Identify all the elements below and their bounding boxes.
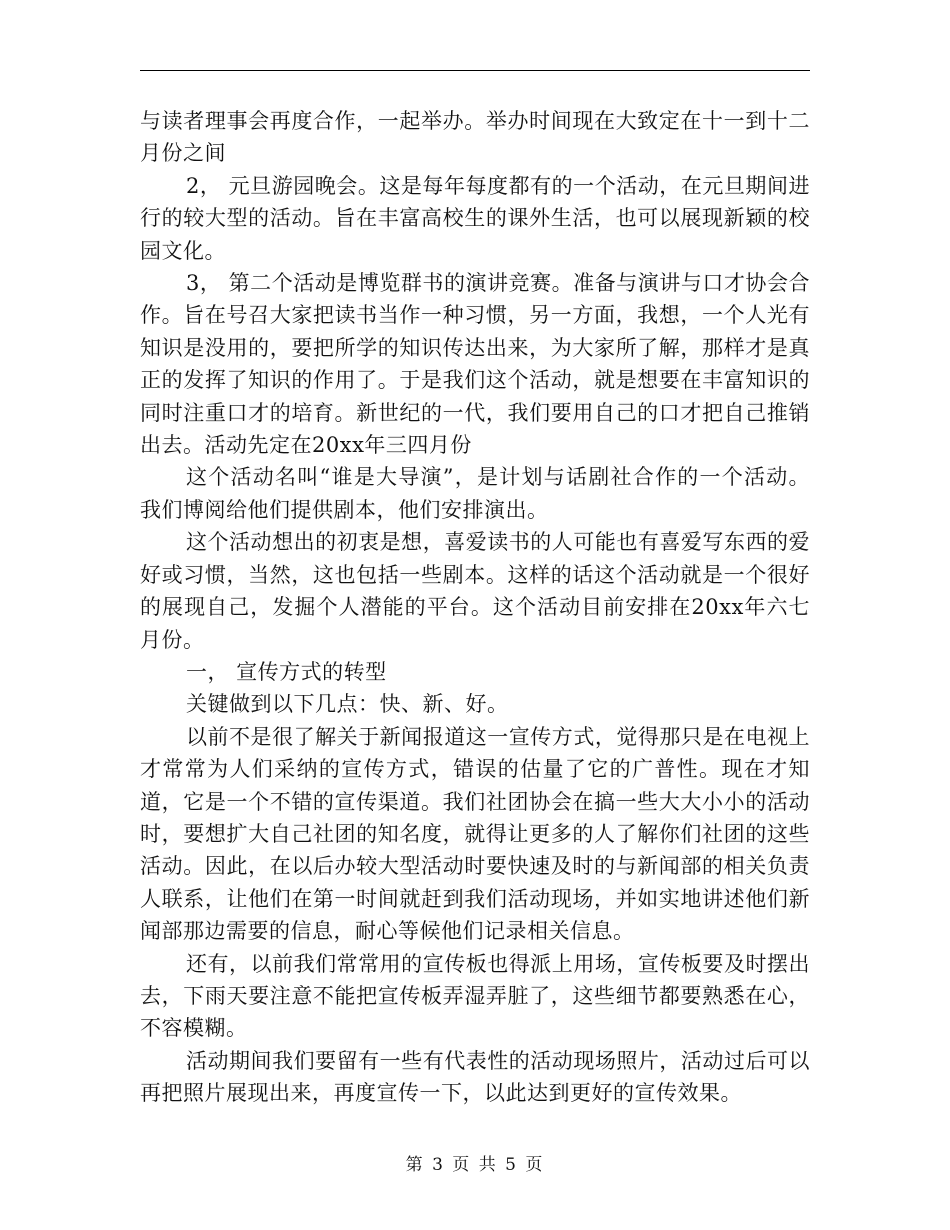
- header-rule: [140, 70, 810, 71]
- paragraph-key-points: 关键做到以下几点：快、新、好。: [186, 692, 509, 717]
- paragraph-item-2: 2， 元旦游园晚会。这是每年每度都有的一个活动，在元旦期间进行的较大型的活动。旨在丰富高校生的课外生活，也可以展现新颖的校园文化。: [140, 173, 810, 263]
- page-number: 第 3 页 共 5 页: [405, 1155, 545, 1175]
- paragraph-photos: 活动期间我们要留有一些有代表性的活动现场照片，活动过后可以再把照片展现出来，再度宣传一下，以此达到更好的宣传效果。: [140, 1048, 810, 1106]
- section-heading-publicity: 一， 宣传方式的转型: [186, 659, 387, 684]
- paragraph-director-activity: 这个活动名叫“谁是大导演”，是计划与话剧社合作的一个活动。我们博阅给他们提供剧本，他们安排演出。: [140, 465, 810, 522]
- document-body: [140, 105, 810, 1110]
- paragraph-activity-intent: 这个活动想出的初衷是想，喜爱读书的人可能也有喜爱写东西的爱好或习惯，当然，这也包括一些剧本。这样的话这个活动就是一个很好的展现自己，发掘个人潜能的平台。这个活动目前安排在20xx年六七月份。: [140, 530, 810, 652]
- paragraph-continuation: 与读者理事会再度合作，一起举办。举办时间现在大致定在十一到十二月份之间: [140, 109, 810, 166]
- paragraph-publicity-board: 还有，以前我们常常用的宣传板也得派上用场，宣传板要及时摆出去，下雨天要注意不能把宣传板弄湿弄脏了，这些细节都要熟悉在心，不容模糊。: [140, 951, 810, 1041]
- paragraph-news-reporting: 以前不是很了解关于新闻报道这一宣传方式，觉得那只是在电视上才常常为人们采纳的宣传方式，错误的估量了它的广普性。现在才知道，它是一个不错的宣传渠道。我们社团协会在搞一些大大小小的活动时，要想扩大自己社团的知名度，就得让更多的人了解你们社团的这些活动。因此，在以后办较大型活动时要快速及时的与新闻部的相关负责人联系，让他们在第一时间就赶到我们活动现场，并如实地讲述他们新闻部那边需要的信息，耐心等候他们记录相关信息。: [140, 724, 810, 944]
- paragraph-item-3: 3， 第二个活动是博览群书的演讲竞赛。准备与演讲与口才协会合作。旨在号召大家把读书当作一种习惯，另一方面，我想，一个人光有知识是没用的，要把所学的知识传达出来，为大家所了解，那样才是真正的发挥了知识的作用了。于是我们这个活动，就是想要在丰富知识的同时注重口才的培育。新世纪的一代，我们要用自己的口才把自己推销出去。活动先定在20xx年三四月份: [140, 271, 810, 458]
